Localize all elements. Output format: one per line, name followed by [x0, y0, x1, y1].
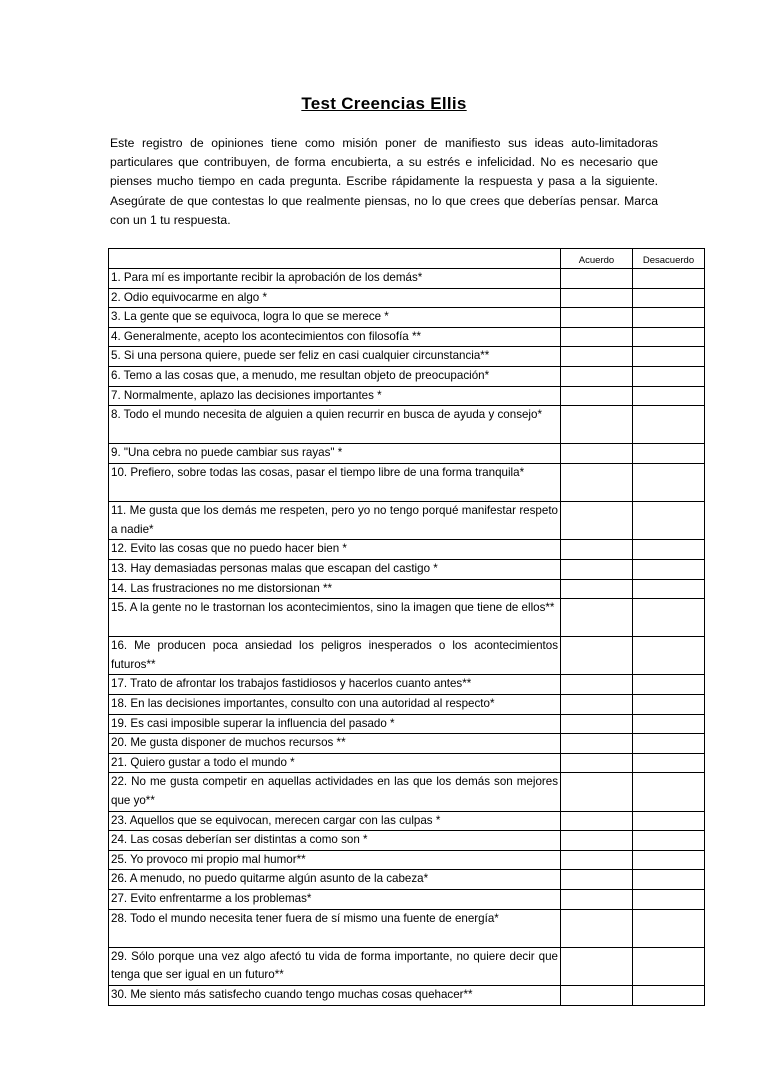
table-row	[109, 386, 705, 406]
table-row	[109, 637, 705, 675]
table-row	[109, 675, 705, 695]
question-text: 17. Trato de afrontar los trabajos fastidiosos y hacerlos cuanto antes**	[109, 675, 561, 695]
question-text: 10. Prefiero, sobre todas las cosas, pasar el tiempo libre de una forma tranquila*	[109, 463, 561, 501]
agree-answer-cell[interactable]	[561, 599, 633, 637]
agree-answer-cell[interactable]	[561, 890, 633, 910]
agree-answer-cell[interactable]	[561, 540, 633, 560]
agree-answer-cell[interactable]	[561, 850, 633, 870]
disagree-answer-cell[interactable]	[633, 850, 705, 870]
disagree-answer-cell[interactable]	[633, 347, 705, 367]
agree-answer-cell[interactable]	[561, 695, 633, 715]
agree-answer-cell[interactable]	[561, 386, 633, 406]
table-row	[109, 870, 705, 890]
agree-answer-cell[interactable]	[561, 811, 633, 831]
survey-table	[108, 248, 705, 1006]
table-row	[109, 463, 705, 501]
agree-answer-cell[interactable]	[561, 831, 633, 851]
intro-paragraph: Este registro de opiniones tiene como misión poner de manifiesto sus ideas auto-limitadoras particulares que contribuyen, de forma encubierta, a su estrés e infelicidad. No es necesario que pienses mucho tiempo en cada pregunta. Escribe rápidamente la respuesta y pasa a la siguiente. Asegúrate de que contestas lo que realmente piensas, no lo que crees que deberías pensar. Marca con un 1 tu respuesta.	[110, 136, 658, 227]
question-text: 8. Todo el mundo necesita de alguien a quien recurrir en busca de ayuda y consejo*	[109, 406, 561, 444]
question-text: 3. La gente que se equivoca, logra lo que se merece *	[109, 308, 561, 328]
table-row	[109, 308, 705, 328]
question-text: 28. Todo el mundo necesita tener fuera de sí mismo una fuente de energía*	[109, 909, 561, 947]
table-row	[109, 734, 705, 754]
table-row	[109, 559, 705, 579]
question-text: 23. Aquellos que se equivocan, merecen cargar con las culpas *	[109, 811, 561, 831]
question-text: 15. A la gente no le trastornan los acontecimientos, sino la imagen que tiene de ellos**	[109, 599, 561, 637]
question-text: 14. Las frustraciones no me distorsionan **	[109, 579, 561, 599]
disagree-answer-cell[interactable]	[633, 909, 705, 947]
disagree-answer-cell[interactable]	[633, 463, 705, 501]
table-row	[109, 579, 705, 599]
agree-answer-cell[interactable]	[561, 773, 633, 811]
agree-answer-cell[interactable]	[561, 947, 633, 985]
table-row	[109, 695, 705, 715]
question-text: 22. No me gusta competir en aquellas actividades en las que los demás son mejores que yo**	[109, 773, 561, 811]
question-text: 18. En las decisiones importantes, consulto con una autoridad al respecto*	[109, 695, 561, 715]
agree-answer-cell[interactable]	[561, 288, 633, 308]
question-text: 20. Me gusta disponer de muchos recursos **	[109, 734, 561, 754]
question-text: 6. Temo a las cosas que, a menudo, me resultan objeto de preocupación*	[109, 366, 561, 386]
agree-answer-cell[interactable]	[561, 269, 633, 289]
disagree-answer-cell[interactable]	[633, 753, 705, 773]
disagree-answer-cell[interactable]	[633, 579, 705, 599]
table-row	[109, 406, 705, 444]
table-row	[109, 909, 705, 947]
disagree-answer-cell[interactable]	[633, 386, 705, 406]
table-row	[109, 444, 705, 464]
question-text: 24. Las cosas deberían ser distintas a como son *	[109, 831, 561, 851]
disagree-answer-cell[interactable]	[633, 985, 705, 1005]
disagree-answer-cell[interactable]	[633, 406, 705, 444]
question-text: 2. Odio equivocarme en algo *	[109, 288, 561, 308]
agree-answer-cell[interactable]	[561, 347, 633, 367]
table-row	[109, 269, 705, 289]
agree-answer-cell[interactable]	[561, 327, 633, 347]
disagree-answer-cell[interactable]	[633, 890, 705, 910]
agree-answer-cell[interactable]	[561, 559, 633, 579]
disagree-answer-cell[interactable]	[633, 502, 705, 540]
disagree-answer-cell[interactable]	[633, 675, 705, 695]
question-text: 26. A menudo, no puedo quitarme algún asunto de la cabeza*	[109, 870, 561, 890]
agree-answer-cell[interactable]	[561, 985, 633, 1005]
disagree-answer-cell[interactable]	[633, 714, 705, 734]
table-row	[109, 850, 705, 870]
question-text: 29. Sólo porque una vez algo afectó tu vida de forma importante, no quiere decir que tenga que ser igual en un futuro**	[109, 947, 561, 985]
question-text: 12. Evito las cosas que no puedo hacer bien *	[109, 540, 561, 560]
agree-answer-cell[interactable]	[561, 909, 633, 947]
disagree-answer-cell[interactable]	[633, 870, 705, 890]
agree-column-header: Acuerdo	[561, 249, 633, 269]
page-title: Test Creencias Ellis	[301, 94, 467, 113]
disagree-answer-cell[interactable]	[633, 695, 705, 715]
disagree-answer-cell[interactable]	[633, 773, 705, 811]
table-row	[109, 753, 705, 773]
question-text: 13. Hay demasiadas personas malas que escapan del castigo *	[109, 559, 561, 579]
table-row	[109, 831, 705, 851]
agree-answer-cell[interactable]	[561, 675, 633, 695]
agree-answer-cell[interactable]	[561, 366, 633, 386]
question-text: 1. Para mí es importante recibir la aprobación de los demás*	[109, 269, 561, 289]
question-text: 30. Me siento más satisfecho cuando tengo muchas cosas quehacer**	[109, 985, 561, 1005]
disagree-answer-cell[interactable]	[633, 734, 705, 754]
table-row	[109, 502, 705, 540]
table-row	[109, 540, 705, 560]
disagree-answer-cell[interactable]	[633, 559, 705, 579]
agree-answer-cell[interactable]	[561, 753, 633, 773]
question-text: 21. Quiero gustar a todo el mundo *	[109, 753, 561, 773]
agree-answer-cell[interactable]	[561, 734, 633, 754]
question-text: 25. Yo provoco mi propio mal humor**	[109, 850, 561, 870]
disagree-answer-cell[interactable]	[633, 947, 705, 985]
table-row	[109, 890, 705, 910]
agree-answer-cell[interactable]	[561, 308, 633, 328]
table-row	[109, 947, 705, 985]
disagree-column-header: Desacuerdo	[633, 249, 705, 269]
agree-answer-cell[interactable]	[561, 714, 633, 734]
question-text: 4. Generalmente, acepto los acontecimientos con filosofía **	[109, 327, 561, 347]
table-header-row	[109, 249, 705, 269]
agree-answer-cell[interactable]	[561, 406, 633, 444]
question-text: 16. Me producen poca ansiedad los peligros inesperados o los acontecimientos futuros**	[109, 637, 561, 675]
disagree-answer-cell[interactable]	[633, 308, 705, 328]
table-row	[109, 773, 705, 811]
agree-answer-cell[interactable]	[561, 637, 633, 675]
table-row	[109, 347, 705, 367]
question-text: 9. "Una cebra no puede cambiar sus rayas" *	[109, 444, 561, 464]
question-text: 11. Me gusta que los demás me respeten, pero yo no tengo porqué manifestar respeto a nadie*	[109, 502, 561, 540]
agree-answer-cell[interactable]	[561, 463, 633, 501]
table-row	[109, 288, 705, 308]
agree-answer-cell[interactable]	[561, 502, 633, 540]
agree-answer-cell[interactable]	[561, 579, 633, 599]
disagree-answer-cell[interactable]	[633, 540, 705, 560]
table-row	[109, 327, 705, 347]
question-text: 27. Evito enfrentarme a los problemas*	[109, 890, 561, 910]
table-row	[109, 366, 705, 386]
agree-answer-cell[interactable]	[561, 444, 633, 464]
table-row	[109, 599, 705, 637]
disagree-answer-cell[interactable]	[633, 831, 705, 851]
question-text: 5. Si una persona quiere, puede ser feliz en casi cualquier circunstancia**	[109, 347, 561, 367]
header-blank-cell	[109, 249, 561, 269]
question-text: 19. Es casi imposible superar la influencia del pasado *	[109, 714, 561, 734]
table-row	[109, 714, 705, 734]
disagree-answer-cell[interactable]	[633, 811, 705, 831]
disagree-answer-cell[interactable]	[633, 444, 705, 464]
disagree-answer-cell[interactable]	[633, 269, 705, 289]
disagree-answer-cell[interactable]	[633, 288, 705, 308]
disagree-answer-cell[interactable]	[633, 599, 705, 637]
disagree-answer-cell[interactable]	[633, 637, 705, 675]
disagree-answer-cell[interactable]	[633, 327, 705, 347]
table-row	[109, 985, 705, 1005]
disagree-answer-cell[interactable]	[633, 366, 705, 386]
agree-answer-cell[interactable]	[561, 870, 633, 890]
table-row	[109, 811, 705, 831]
question-text: 7. Normalmente, aplazo las decisiones importantes *	[109, 386, 561, 406]
